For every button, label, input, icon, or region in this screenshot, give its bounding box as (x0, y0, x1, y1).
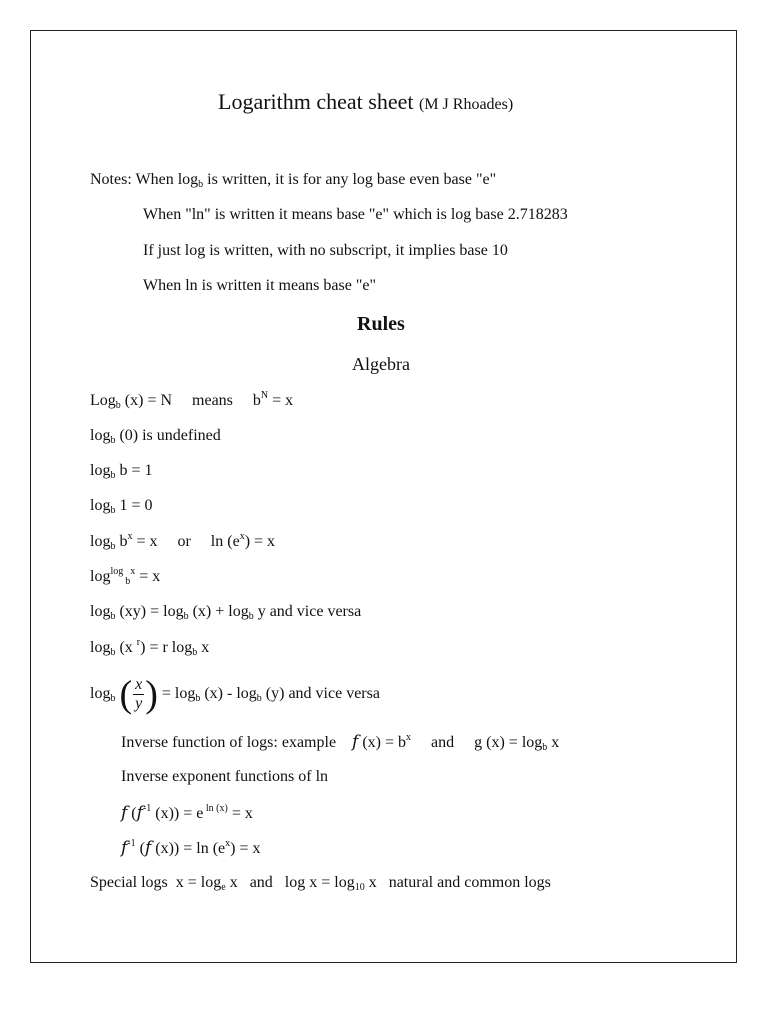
inverse-composition-1 (121, 803, 253, 824)
inverse-1-sub: b (542, 742, 548, 753)
rule-8-sub1: b (110, 647, 116, 658)
inverse-4-f1: f (121, 838, 128, 858)
rule-8-sup: r (136, 637, 141, 648)
rule-6-sub: b (125, 576, 131, 587)
rule-3-a: log (90, 462, 111, 479)
rule-7-c: (x) + log (188, 603, 249, 620)
rule-7-b: (xy) = log (115, 603, 184, 620)
rule-log-base (90, 461, 152, 481)
inverse-4-sup2: x (225, 838, 231, 849)
inverse-1-b: (x) = b (358, 734, 407, 751)
inverse-3-a: ( (127, 805, 137, 822)
rule-6-sup2: x (130, 566, 136, 577)
inverse-1-f: f (352, 732, 359, 752)
rule-5-sub: b (110, 541, 116, 552)
special-sub2: 10 (354, 882, 365, 893)
rule-log-of-log (90, 567, 160, 587)
rule-5-d: ) = x (244, 533, 276, 550)
inverse-3-f1: f (121, 803, 128, 823)
special-logs (90, 873, 551, 893)
rule-1-sub: b (115, 400, 121, 411)
rule-4-a: log (90, 497, 111, 514)
note-3: If just log is written, with no subscript, it implies base 10 (143, 242, 508, 259)
rule-9-d: (y) and vice versa (261, 685, 380, 702)
page-title (218, 89, 514, 115)
rule-8-d: x (197, 639, 210, 656)
note-1-text-a: Notes: When log (90, 171, 199, 188)
rule-9-sub1: b (110, 693, 116, 704)
rule-quotient (90, 672, 380, 716)
rule-4-b: 1 = 0 (115, 497, 153, 514)
rule-6-sup: log (110, 566, 124, 577)
note-2: When "ln" is written it means base "e" which is log base 2.718283 (143, 206, 568, 223)
rule-1-c: = x (268, 392, 294, 409)
inverse-4-sup1: -1 (127, 838, 136, 849)
heading-rules: Rules (357, 313, 405, 335)
inverse-function-example (121, 732, 559, 753)
inverse-3-b: (x)) = e (151, 805, 204, 822)
rule-3-sub: b (110, 470, 116, 481)
rule-8-b: (x (115, 639, 137, 656)
rule-7-sub1: b (110, 611, 116, 622)
title-text: Logarithm cheat sheet (218, 89, 414, 114)
rule-7-sub3: b (248, 611, 254, 622)
rule-1-sup: N (260, 390, 269, 401)
rule-2-b: (0) is undefined (115, 427, 221, 444)
rule-2-a: log (90, 427, 111, 444)
special-sub1: e (221, 882, 226, 893)
inverse-4-f2: f (144, 838, 152, 858)
inverse-exponent-heading: Inverse exponent functions of ln (121, 768, 329, 785)
inverse-1-sup: x (406, 732, 412, 743)
rule-5-sup: x (127, 531, 133, 542)
inverse-3-sup1: -1 (142, 803, 152, 814)
rule-1-a: Log (90, 392, 116, 409)
inverse-4-b: (x)) = ln (e (151, 840, 226, 857)
inverse-1-a: Inverse function of logs: example (121, 734, 353, 751)
rule-2-sub: b (110, 435, 116, 446)
inverse-1-d: x (547, 734, 560, 751)
rule-8-c: ) = r log (140, 639, 193, 656)
fraction-denominator: y (135, 695, 143, 713)
rule-4-sub: b (110, 505, 116, 516)
inverse-3-c: = x (227, 805, 253, 822)
inverse-3-sup2: ln (x) (203, 803, 228, 814)
rule-5-sup2: x (239, 531, 245, 542)
special-b: x and log x = log (225, 874, 355, 891)
rule-log-zero (90, 426, 221, 446)
rule-log-power-base (90, 532, 275, 552)
rule-8-sub2: b (192, 647, 198, 658)
rule-log-one (90, 496, 152, 516)
inverse-composition-2 (121, 838, 261, 859)
rule-5-b: b (115, 533, 128, 550)
note-1-sub: b (198, 179, 204, 190)
rule-6-a: log (90, 568, 111, 585)
rule-9-b: = log (157, 685, 196, 702)
heading-algebra: Algebra (352, 354, 410, 374)
rule-1-b: (x) = N means b (120, 392, 261, 409)
note-4: When ln is written it means base "e" (143, 277, 376, 294)
rule-9-sub3: b (256, 693, 262, 704)
note-1-text-b: is written, it is for any log base even base "e" (203, 171, 497, 188)
rule-3-b: b = 1 (115, 462, 153, 479)
rule-power (90, 638, 209, 658)
rule-5-c: = x or ln (e (132, 533, 240, 550)
rule-7-d: y and vice versa (253, 603, 362, 620)
rule-7-sub2: b (183, 611, 189, 622)
rule-5-a: log (90, 533, 111, 550)
special-c: x natural and common logs (364, 874, 551, 891)
inverse-4-a: ( (135, 840, 145, 857)
rule-8-a: log (90, 639, 111, 656)
inverse-1-c: and g (x) = log (411, 734, 543, 751)
note-1 (90, 170, 496, 190)
rule-7-a: log (90, 603, 111, 620)
fraction-numerator: x (135, 676, 143, 694)
rule-9-a: log (90, 685, 111, 702)
rule-9-sub2: b (195, 693, 201, 704)
rule-9-c: (x) - log (200, 685, 257, 702)
quotient-fraction: ( $\frac{x}{y}$ ) (119, 673, 158, 716)
inverse-3-f2: f (136, 803, 143, 823)
special-a: Special logs x = log (90, 874, 222, 891)
rule-definition (90, 391, 293, 411)
inverse-4-c: ) = x (230, 840, 261, 857)
rule-6-b: = x (135, 568, 161, 585)
rule-product (90, 602, 361, 622)
title-author: (M J Rhoades) (418, 96, 514, 113)
